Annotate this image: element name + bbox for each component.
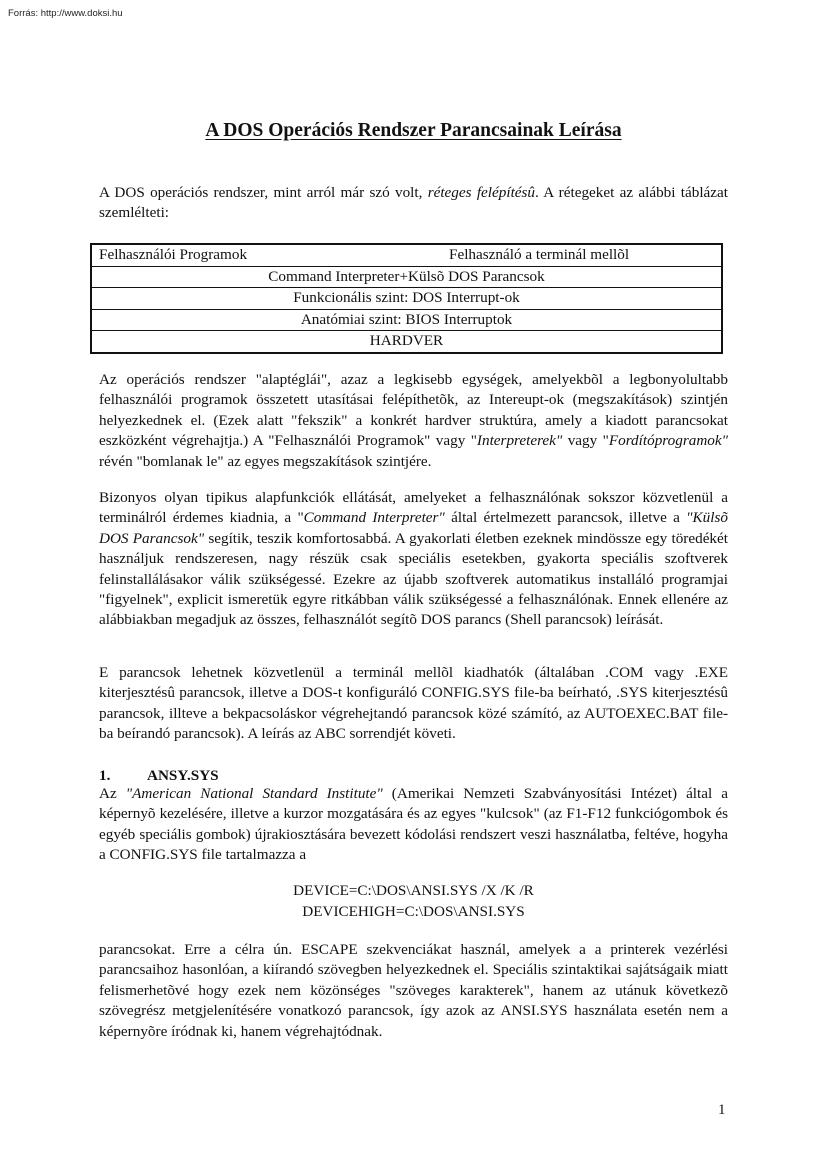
paragraph-1-italic-2: Fordítóprogramok" [608,432,728,450]
paragraph-3: E parancsok lehetnek közvetlenül a terminál mellõl kiadhatók (általában .COM vagy .EXE kiterjesztésû parancsok, illetve a DOS-t konfiguráló CONFIG.SYS file-ba beírható, .SYS kiterjesztésû parancsok, illteve a bekpacsoláskor végrehejtandó parancsok közé számító, az AUTOEXEC.BAT file-ba beírandó parancsok). A leírás az ABC sorrendjét követi. [99,664,728,743]
paragraph-4-a: Az [99,785,126,802]
paragraph-2-c: segítik, teszik komfortosabbá. A gyakorlati életben ezeknek mindössze egy töredékét használjuk rendszeresen, nagy részük csak speciális esetekben, gyakorta speciális szoftverek felinstallálásakor válik szükségessé. Ezekre az újabb szoftverek automatikus installáló programjai "figyelnek", explicit ismeretük egyre ritkábban válik szükségessé a felhasználónak. Ennek ellenére az alábbiakban megadjuk az összes, felhasználót segítõ DOS parancs (Shell parancsok) leírását. [99,529,728,629]
code-line-2: DEVICEHIGH=C:\DOS\ANSI.SYS [302,903,525,920]
page-number: 1 [718,1102,726,1118]
paragraph-4 [99,784,728,866]
paragraph-1 [99,370,728,472]
intro-italic: réteges felépítésû [427,184,536,201]
source-note: Forrás: http://www.doksi.hu [8,8,123,19]
layer-row-2: Command Interpreter+Külsõ DOS Parancsok [92,266,721,288]
intro-text-a: A DOS operációs rendszer, mint arról már szó volt, [99,184,428,201]
paragraph-1-italic-1: Interpreterek" [476,432,563,450]
section-number: 1. [99,767,111,784]
paragraph-1-a: Az operációs rendszer "alaptéglái", azaz a legkisebb egységek, amelyekbõl a legbonyolultabb felhasználói programok összetett utasításai felépíthetõk, az Intereupt-ok (megszakítások) szintjén helyezkednek el. (Ezek alatt "fekszik" a konkrét hardver struktúra, amely a kiadott parancsokat eszközként végrehajtja.) A "Felhasználói Programok" vagy " [99,371,728,450]
page-title: A DOS Operációs Rendszer Parancsainak Leírása [205,120,622,141]
layer-table [90,243,723,354]
paragraph-2-italic-2: "Külsõ DOS Parancsok" [99,509,728,547]
intro-paragraph [99,183,728,224]
section-title: ANSY.SYS [147,767,219,784]
paragraph-4-b: (Amerikai Nemzeti Szabványosítási Intézet) által a képernyõ kezelésére, illetve a kurzor mozgatására és az egyes "kulcsok" (az F1-F12 funkciógombok és egyéb speciális gombok) újrakiosztására bevezett kódolási rendszert veszi használatba, feltéve, hogyha a CONFIG.SYS file tartalmazza a [99,785,728,864]
layer-row-4: Anatómiai szint: BIOS Interruptok [92,309,721,331]
layer-row-1-right: Felhasználó a terminál mellõl [449,246,630,263]
section-heading [99,766,219,786]
paragraph-2 [99,488,728,631]
code-line-1: DEVICE=C:\DOS\ANSI.SYS /X /K /R [293,882,534,899]
layer-row-3: Funkcionális szint: DOS Interrupt-ok [92,287,721,309]
paragraph-4-italic: "American National Standard Institute" [125,785,383,802]
intro-text-b: . A rétegeket az alábbi táblázat szemlélteti: [99,184,728,222]
paragraph-2-italic-1: Command Interpreter" [303,509,445,527]
paragraph-5: parancsokat. Erre a célra ún. ESCAPE szekvenciákat használ, amelyek a a printerek vezérlési parancsaihoz hasonlóan, a kiírandó szövegben helyezkednek el. Speciális szintaktikai sajátságaik miatt felismerhetõvé hogy ezek nem közönséges "szöveges karakterek", hanem az utánuk következõ szövegrész metgjelenítésére vonatkozó parancsok, így azok az ANSI.SYS használata esetén nem a képernyõre íródnak ki, hanem végrehajtódnak. [99,941,728,1040]
layer-row-1-left: Felhasználói Programok [99,246,248,263]
paragraph-2-a: Bizonyos olyan tipikus alapfunkciók ellátását, amelyeket a felhasználónak sokszor közvetlenül a terminálról érdemes kiadnia, a " [99,489,728,527]
paragraph-1-b: vagy " [562,432,609,450]
layer-row-1 [92,245,721,266]
paragraph-2-b: által értelmezett parancsok, illetve a [444,509,687,527]
layer-row-5: HARDVER [92,330,721,352]
paragraph-1-c: révén "bomlanak le" az egyes megszakítások szintjére. [99,452,432,470]
